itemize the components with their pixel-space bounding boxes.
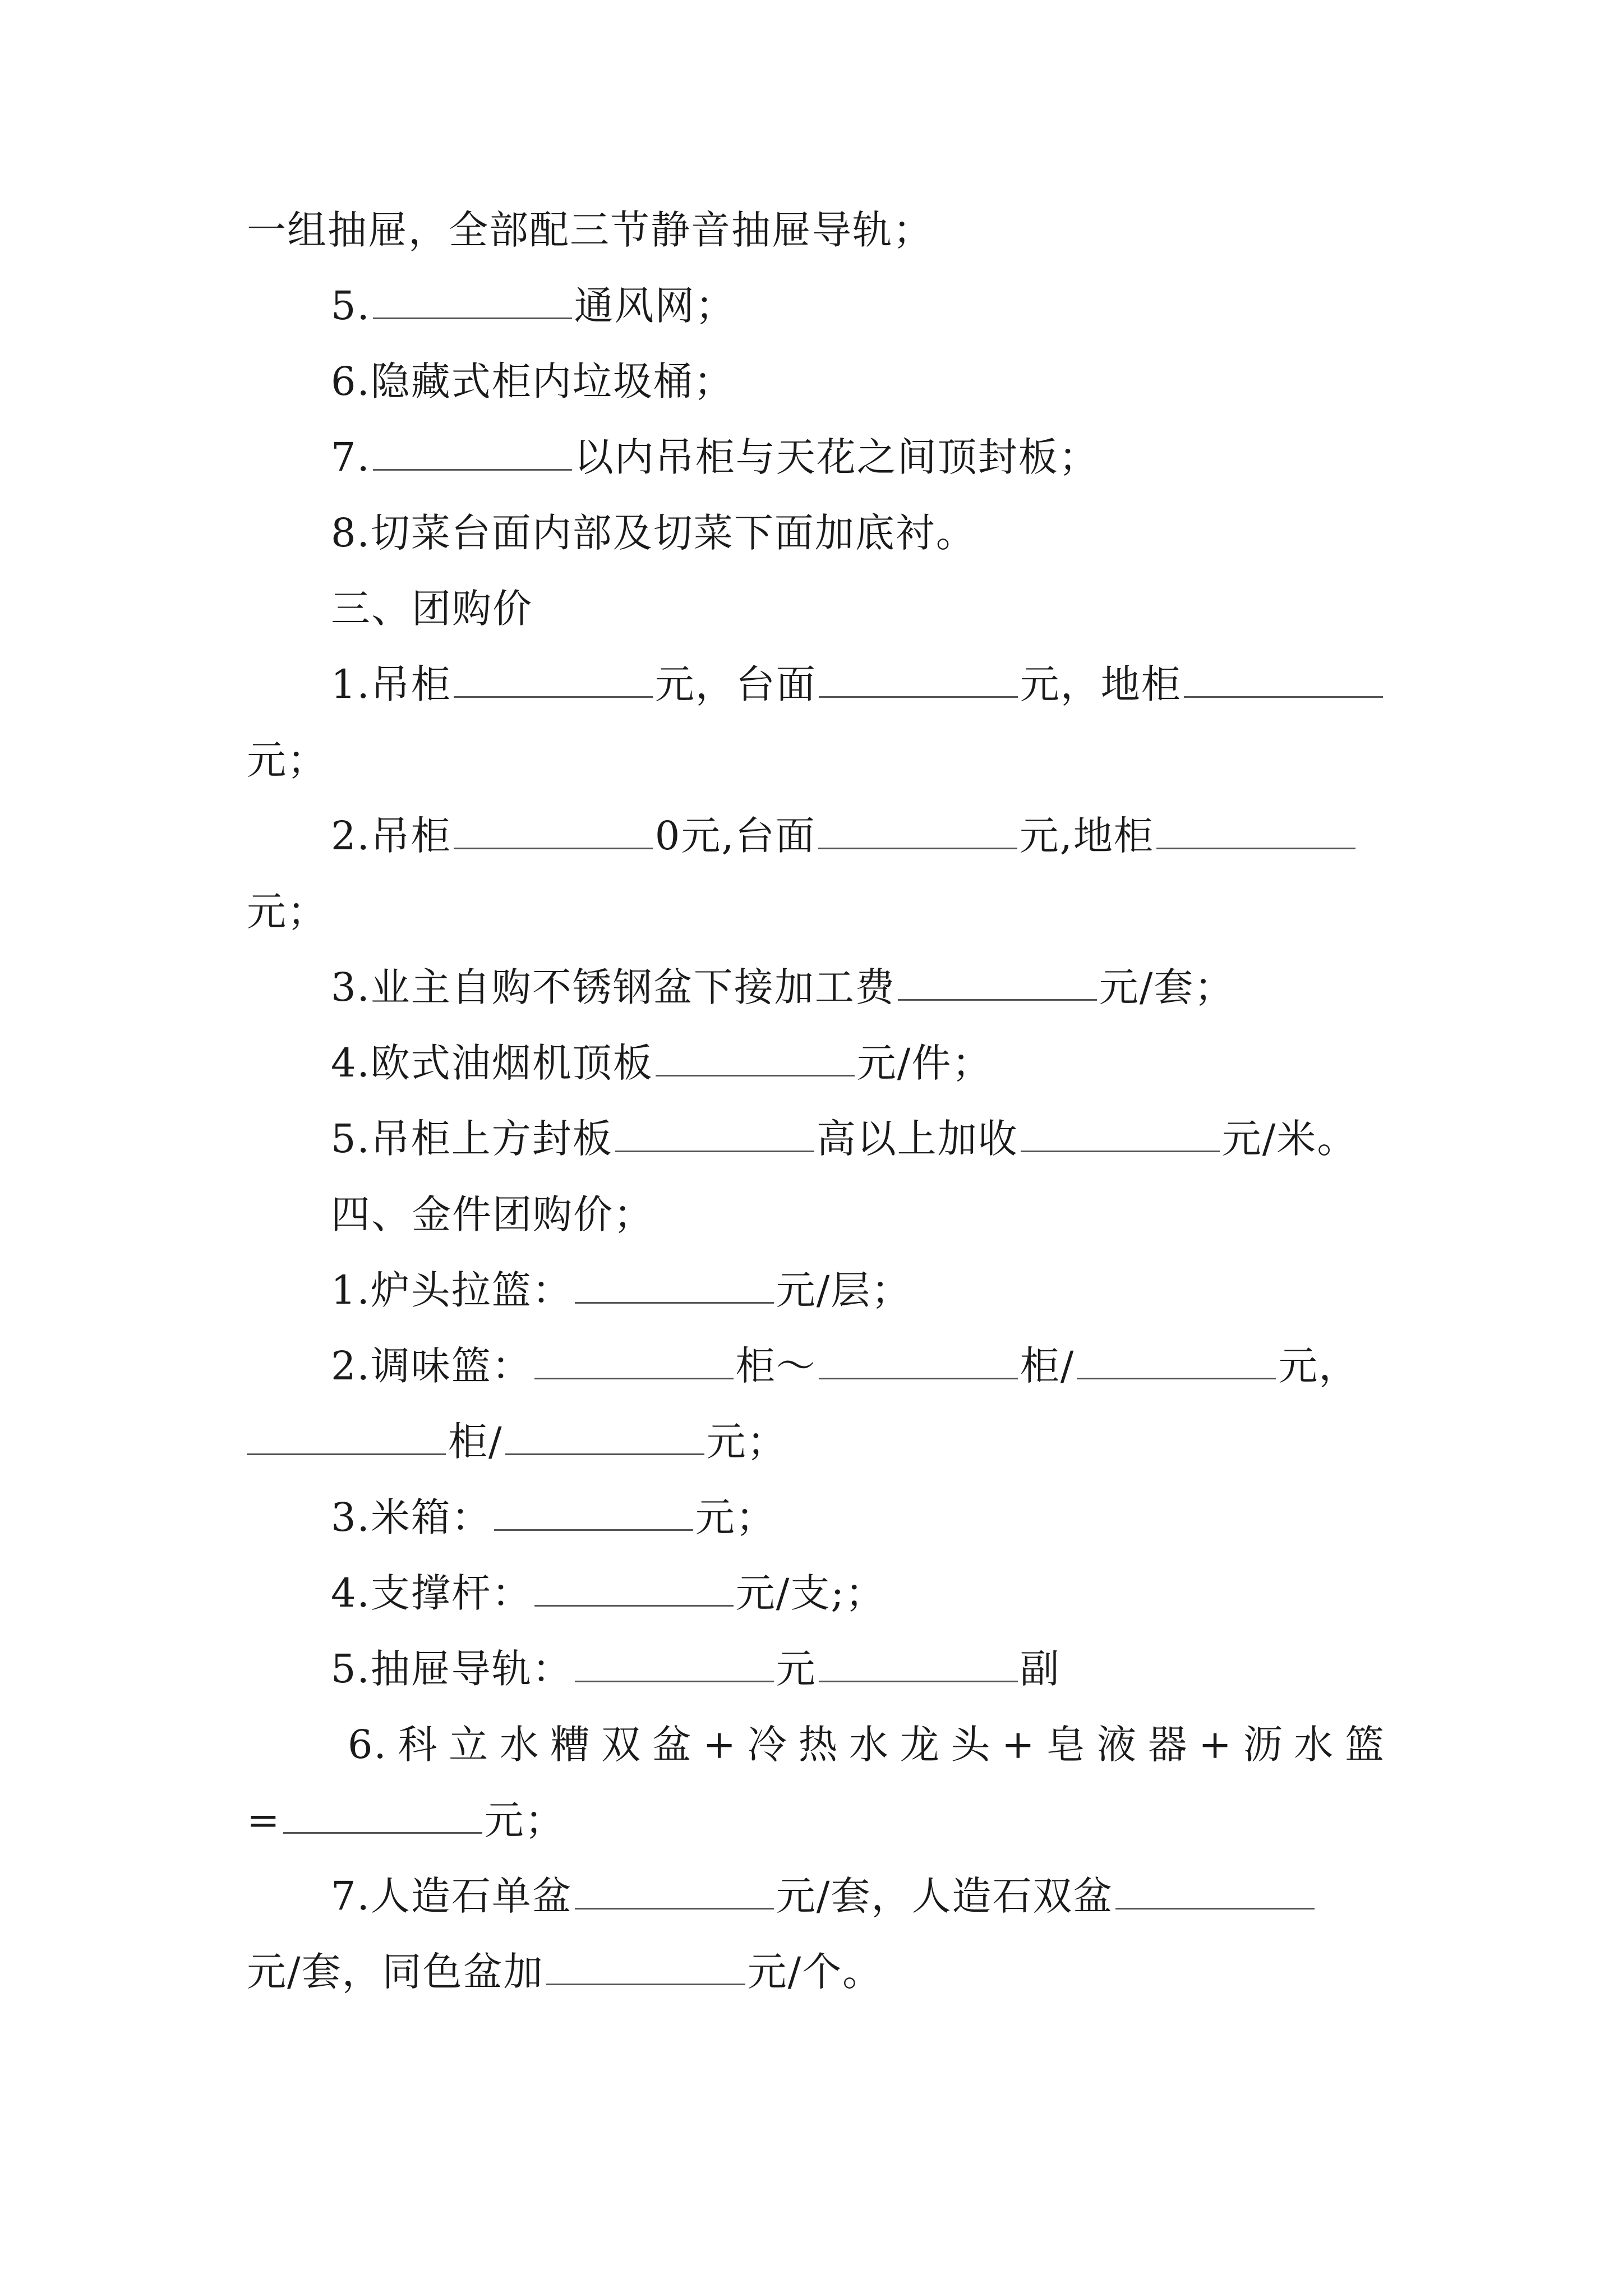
line-char: + [1198, 1722, 1233, 1768]
line-text: 7.人造石单盆 [331, 1873, 573, 1919]
fill-blank[interactable] [1184, 662, 1383, 698]
fill-blank[interactable] [534, 1571, 734, 1607]
line-text: 元/套，人造石双盆 [776, 1873, 1114, 1919]
line-text: 柜/ [1020, 1343, 1075, 1389]
line-text: 7. [331, 434, 371, 480]
text-line-23 [331, 1871, 1475, 1921]
text-line-21 [348, 1719, 1385, 1770]
text-line-12 [331, 1038, 1475, 1088]
fill-blank[interactable] [494, 1496, 693, 1531]
fill-blank[interactable] [898, 965, 1097, 1001]
line-text: 4.支撑杆： [331, 1570, 532, 1616]
text-line-8 [247, 735, 1391, 785]
line-char: 水 [1294, 1722, 1335, 1768]
line-char: 盆 [652, 1722, 693, 1768]
line-text: 1.吊柜 [331, 661, 451, 707]
line-text: 元， [1278, 1343, 1359, 1389]
line-text: 元，地柜 [1020, 661, 1182, 707]
fill-blank[interactable] [575, 1874, 774, 1910]
line-text: 副 [1020, 1646, 1061, 1692]
fill-blank[interactable] [534, 1344, 734, 1379]
line-char: 液 [1096, 1722, 1137, 1768]
fill-blank[interactable] [575, 1647, 774, 1682]
line-text: 元,地柜 [1019, 813, 1154, 859]
fill-blank[interactable] [615, 1117, 814, 1152]
fill-blank[interactable] [454, 814, 653, 849]
line-char: 沥 [1243, 1722, 1284, 1768]
text-line-1 [247, 205, 1391, 255]
line-text: 1.炉头拉篮： [331, 1267, 573, 1313]
section-heading-4 [331, 1189, 1475, 1240]
line-text: 4.欧式油烟机顶板 [331, 1040, 653, 1086]
text-line-9 [331, 811, 1475, 861]
line-text: 元 [776, 1646, 817, 1692]
fill-blank[interactable] [1156, 814, 1355, 849]
line-char: 头 [951, 1722, 992, 1768]
line-text: 元； [706, 1419, 787, 1465]
line-char: 热 [798, 1722, 839, 1768]
line-text: 6.隐藏式柜内垃圾桶； [331, 358, 734, 404]
line-char: + [703, 1722, 737, 1768]
line-text: = [247, 1797, 281, 1843]
line-text: 通风网； [574, 283, 736, 329]
line-text: 元/米。 [1221, 1116, 1358, 1162]
text-line-24 [247, 1947, 1391, 1997]
fill-blank[interactable] [283, 1798, 482, 1834]
fill-blank[interactable] [575, 1268, 774, 1304]
line-text: 元； [247, 889, 328, 935]
fill-blank[interactable] [546, 1950, 745, 1985]
text-line-20 [331, 1644, 1475, 1694]
line-char: 科 [398, 1722, 439, 1768]
line-text: 以内吊柜与天花之间顶封板； [574, 434, 1099, 480]
line-text: 元/支;； [735, 1570, 886, 1616]
line-text: 2.吊柜 [331, 813, 451, 859]
text-line-15 [331, 1265, 1475, 1315]
line-char: 皂 [1046, 1722, 1087, 1768]
line-text: 元； [247, 737, 328, 783]
fill-blank[interactable] [656, 1041, 855, 1076]
text-line-5 [331, 508, 1475, 558]
text-line-10 [247, 886, 1391, 937]
line-text: 元； [484, 1797, 565, 1843]
line-text: 元/个。 [747, 1949, 883, 1995]
fill-blank[interactable] [819, 1647, 1018, 1682]
line-text: 5.抽屉导轨： [331, 1646, 573, 1692]
fill-blank[interactable] [505, 1420, 704, 1455]
line-text: 2.调味篮： [331, 1343, 532, 1389]
text-line-7 [331, 659, 1475, 710]
text-line-19 [331, 1568, 1475, 1618]
text-line-3 [331, 356, 1475, 407]
line-char: 水 [849, 1722, 890, 1768]
fill-blank[interactable] [1077, 1344, 1276, 1379]
line-text: 3.业主自购不锈钢盆下接加工费 [331, 964, 896, 1010]
line-char: 水 [499, 1722, 540, 1768]
text-line-18 [331, 1492, 1475, 1543]
line-char: 龙 [900, 1722, 940, 1768]
heading-text: 三、团购价 [331, 586, 533, 632]
line-text: 5. [331, 283, 371, 329]
line-text: 高以上加收 [816, 1116, 1018, 1162]
heading-text: 四、金件团购价； [331, 1191, 654, 1237]
fill-blank[interactable] [373, 435, 572, 471]
fill-blank[interactable] [1021, 1117, 1220, 1152]
fill-blank[interactable] [1115, 1874, 1315, 1910]
text-line-11 [331, 962, 1475, 1013]
line-char: 立 [449, 1722, 490, 1768]
line-char: + [1001, 1722, 1036, 1768]
line-text: 0元,台面 [654, 813, 816, 859]
text-line-13 [331, 1114, 1475, 1164]
line-text: 3.米箱： [331, 1494, 492, 1540]
text-line-4 [331, 432, 1475, 482]
line-text: 元； [695, 1494, 776, 1540]
line-text: 元/套，同色盆加 [247, 1949, 544, 1995]
line-text: 柜/ [448, 1419, 503, 1465]
line-char: 冷 [747, 1722, 788, 1768]
line-text: 元，台面 [654, 661, 817, 707]
line-text: 8.切菜台面内部及切菜下面加底衬。 [331, 510, 976, 556]
line-char: 糟 [550, 1722, 591, 1768]
text-line-2 [331, 280, 1475, 331]
line-text: 5.吊柜上方封板 [331, 1116, 613, 1162]
text-line-22 [247, 1795, 1391, 1846]
line-char: 篮 [1344, 1722, 1385, 1768]
fill-blank[interactable] [819, 1344, 1018, 1379]
section-heading-3 [331, 583, 1475, 634]
text-line-17 [247, 1416, 1391, 1467]
line-text: 一组抽屉，全部配三节静音抽屉导轨； [247, 207, 933, 253]
line-char: 双 [601, 1722, 642, 1768]
line-text: 元/件； [856, 1040, 993, 1086]
fill-blank[interactable] [373, 284, 572, 319]
fill-blank[interactable] [819, 662, 1018, 698]
line-char: 器 [1147, 1722, 1188, 1768]
text-line-16 [331, 1341, 1475, 1391]
line-text: 元/套； [1099, 964, 1235, 1010]
fill-blank[interactable] [818, 814, 1017, 849]
fill-blank[interactable] [247, 1420, 446, 1455]
line-text: 元/层； [776, 1267, 912, 1313]
fill-blank[interactable] [454, 662, 653, 698]
line-text: 柜～ [735, 1343, 817, 1389]
line-char: 6. [348, 1722, 388, 1768]
